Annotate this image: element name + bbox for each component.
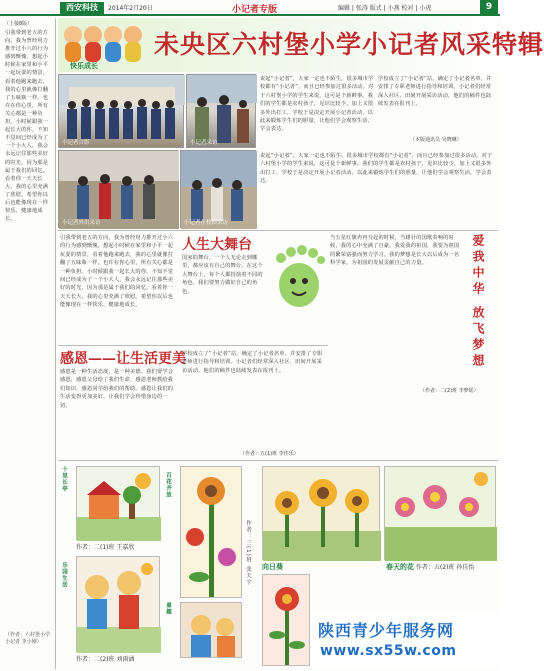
drawing-author: 作者：三(1)班 张天宇 <box>245 520 251 586</box>
continued-article-text: 引我带到老五的方向。我为曾经用力推开过小六的行为感到惭愧，想起小时候在家里和小平一起玩耍的情景，看着他跑来跑去，我的心里就像打翻了五味瓶一样。也许在你心里，所有关心都是一种负担。小时候跟我一起长大的你，不知不觉间已经成为了一个小大人，我会永远记住那些美好的时光，因为那是属于我们的回忆。看着你一天天长大，我的心里充满了欣慰。希望你以后也能像现在一样快乐，健康地成长。 <box>5 30 49 223</box>
student-drawing <box>262 574 310 666</box>
vertical-title-dream: 放飞梦想 <box>471 306 485 370</box>
intro-text-continued: 学校成立了“小记者”站，确定了小记者名单，并安排了专职老师进行指导和培训。小记者们经常深入社区、田间开展采访活动，他们的稿件也陆续发表在报刊上。 <box>378 76 492 108</box>
group-photo <box>58 74 184 148</box>
gratitude-author: （作者：五(1)班 李佳乐） <box>240 451 299 457</box>
photo-caption: 小记者合影 <box>62 140 90 146</box>
drawing-author: 作者：二(2)班 刘雨涵 <box>76 656 135 663</box>
drawing-caption: 向日葵 <box>262 563 283 571</box>
vertical-title-love-china: 爱我中华 <box>471 234 485 298</box>
section-title-stage: 人生大舞台 <box>182 237 252 253</box>
mid-article-text: 说起“小记者”，大家一定也不陌生。很多城市学校都有“小记者”，而且已经参加过很多活动。对于六村堡小学的学生来说，这可是个新鲜事。我们的学生都是农村孩子，见识比较少，加上又很多外出打工，学校于是决定开展小记者活动，以此来锻炼学生们的胆量，让他们学会观察生活，学会表达。 <box>260 153 493 185</box>
motherland-text: 当五星红旗冉冉升起的时候，当雄壮的国歌奏响的时候，我的心中充满了自豪。我爱我的祖国，我要为祖国的繁荣富强而努力学习。我的梦想是长大以后成为一名科学家，为祖国的发展贡献自己的力量。 <box>330 235 460 267</box>
student-drawing <box>76 466 160 540</box>
editor-credits: 编辑 | 张涛 版式 | 小燕 校对 | 小虎 <box>338 5 432 12</box>
drawing-author: 作者：二(1)班 王嘉欣 <box>76 544 135 551</box>
site-url[interactable]: www.sx55w.com <box>320 643 457 659</box>
continued-article-author: （作者：六村堡小学小记者 李小刚） <box>5 632 51 645</box>
drawing-caption: 童趣 <box>165 602 171 615</box>
drawing-caption: 春天的花 作者：五(2)班 孙佳怡 <box>386 563 475 571</box>
photo-caption: 小记者采访 <box>190 140 218 146</box>
footprint-logo-icon <box>271 245 327 309</box>
drawing-caption: 百花齐放 <box>165 472 171 498</box>
section-title-gratitude: 感恩——让生活更美 <box>60 351 186 367</box>
site-banner <box>312 612 498 668</box>
brand-label: 西安科技 <box>60 2 104 14</box>
drawing-caption: 十里长亭 <box>61 466 67 492</box>
gratitude-text-continued: 学校成立了“小记者”站，确定了小记者名单，并安排了专职老师进行指导和培训。小记者们经常深入社区、田间开展采访活动，他们的稿件也陆续发表在报刊上。 <box>182 351 323 374</box>
kids-logo-icon <box>62 20 148 72</box>
intro-signature: （本版通讯员 吴晓琳） <box>410 137 462 143</box>
logo-text: 快乐成长 <box>70 62 98 70</box>
feature-headline: 未央区六村堡小学小记者风采特辑 <box>154 30 544 59</box>
campus-interview-photo <box>180 150 256 228</box>
continued-article-column <box>2 18 56 669</box>
student-drawing <box>384 466 496 560</box>
page-header <box>0 0 500 16</box>
intro-text: 说起“小记者”，大家一定也不陌生。很多城市学校都有“小记者”，而且已经参加过很多活动。对于六村堡小学的学生来说，这可是个新鲜事。我们的学生都是农村孩子，见识比较少，加上又很多外出打工，学校于是决定开展小记者活动，以此来锻炼学生们的胆量，让他们学会观察生活，学会表达。 <box>260 76 374 133</box>
story-text: 引我带到老五的方向。我为曾经用力推开过小六的行为感到惭愧，想起小时候在家里和小平一起玩耍的情景，看着他跑来跑去，我的心里就像打翻了五味瓶一样。也许在你心里，所有关心都是一种负担。小时候跟我一起长大的你，不知不觉间已经成为了一个小大人，我会永远记住那些美好的时光，因为那是属于我们的回忆。看着你一天天长大，我的心里充满了欣慰。希望你以后也能像现在一样快乐，健康地成长。 <box>60 235 174 309</box>
student-drawing <box>180 602 242 658</box>
issue-date: 2014年2月20日 <box>108 5 153 12</box>
drawing-caption: 乐园生活 <box>61 562 67 588</box>
stage-text: 国家的舞台，一个人无论走到哪里，都应该有自己的舞台。在这个大舞台上，每个人都扮演着不同的角色，我们要努力做好自己的角色。 <box>182 255 263 295</box>
student-drawing <box>180 466 242 598</box>
interview-photo <box>186 74 256 148</box>
motherland-author: （作者：二(2)班 李梦瑶） <box>420 388 479 394</box>
photo-caption: 小记者外出采访 <box>62 220 101 226</box>
section-name: 小记者专版 <box>232 5 278 15</box>
student-drawing <box>262 466 380 560</box>
site-name: 陕西青少年服务网 <box>318 621 455 640</box>
outdoor-interview-photo <box>58 150 178 228</box>
photo-caption: 小记者在校园采访 <box>184 220 229 226</box>
continued-note: （上接8版） <box>4 21 33 27</box>
gratitude-text: 感恩是一种生活态度，是一种美德。我们要学会感恩，感恩父母给了我们生命，感恩老师教给我们知识，感恩同学给我们的帮助。感恩让我们的生活变得更加美好，让我们学会珍惜身边的一切。 <box>60 369 174 409</box>
page-number: 9 <box>480 0 498 15</box>
student-drawing <box>76 556 160 652</box>
feature-banner <box>58 18 544 72</box>
